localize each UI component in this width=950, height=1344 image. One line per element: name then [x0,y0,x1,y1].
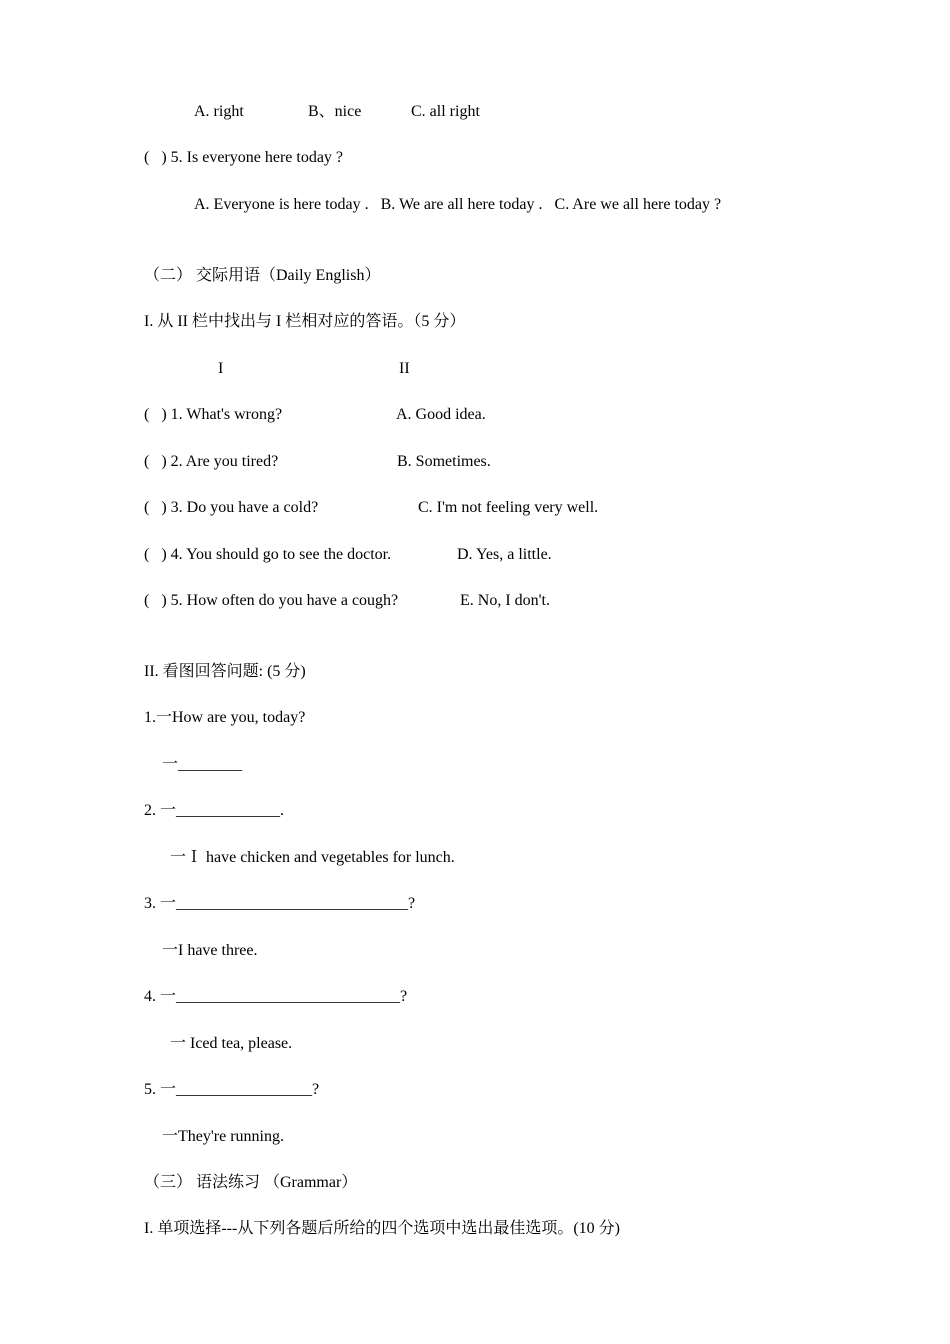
dialogue-5-line1: 5. 一_________________? [144,1081,320,1098]
section3-title: （三） 语法练习 （Grammar） [144,1174,358,1191]
dialogue-2-line2: 一Ｉ have chicken and vegetables for lunch. [170,849,455,866]
matching-question-5: ( ) 5. How often do you have a cough? [144,592,399,609]
dialogue-3-line1: 3. 一_____________________________? [144,895,416,912]
matching-question-3: ( ) 3. Do you have a cold? [144,499,319,516]
dialogue-1-line1: 1.一How are you, today? [144,709,306,726]
matching-answer-b: B. Sometimes. [397,453,491,470]
dialogue-2-line1: 2. 一_____________. [144,802,285,819]
dialogue-4-line1: 4. 一____________________________? [144,988,408,1005]
q4-option-c: C. all right [411,103,480,120]
q5-question: ( ) 5. Is everyone here today ? [144,149,344,166]
dialogue-3-line2: 一I have three. [162,942,258,959]
matching-question-2: ( ) 2. Are you tired? [144,453,279,470]
column-header-ii: II [399,360,410,377]
q5-options: A. Everyone is here today . B. We are all here today . C. Are we all here today ? [194,196,722,213]
q4-option-b: B、nice [308,103,362,120]
column-header-i: I [218,360,224,377]
dialogue-4-line2: 一 Iced tea, please. [170,1035,293,1052]
dialogue-5-line2: 一They're running. [162,1128,284,1145]
matching-answer-c: C. I'm not feeling very well. [418,499,599,516]
section2-part1-instruction: I. 从 II 栏中找出与 I 栏相对应的答语。（5 分） [144,313,466,330]
section3-part1-instruction: I. 单项选择---从下列各题后所给的四个选项中选出最佳选项。(10 分) [144,1220,620,1237]
dialogue-1-line2: 一________ [162,756,243,773]
matching-question-1: ( ) 1. What's wrong? [144,406,283,423]
matching-answer-e: E. No, I don't. [460,592,550,609]
matching-answer-d: D. Yes, a little. [457,546,552,563]
matching-question-4: ( ) 4. You should go to see the doctor. [144,546,392,563]
matching-answer-a: A. Good idea. [396,406,486,423]
section2-title: （二） 交际用语（Daily English） [144,267,381,284]
section2-part2-instruction: II. 看图回答问题: (5 分) [144,663,306,680]
q4-option-a: A. right [194,103,244,120]
